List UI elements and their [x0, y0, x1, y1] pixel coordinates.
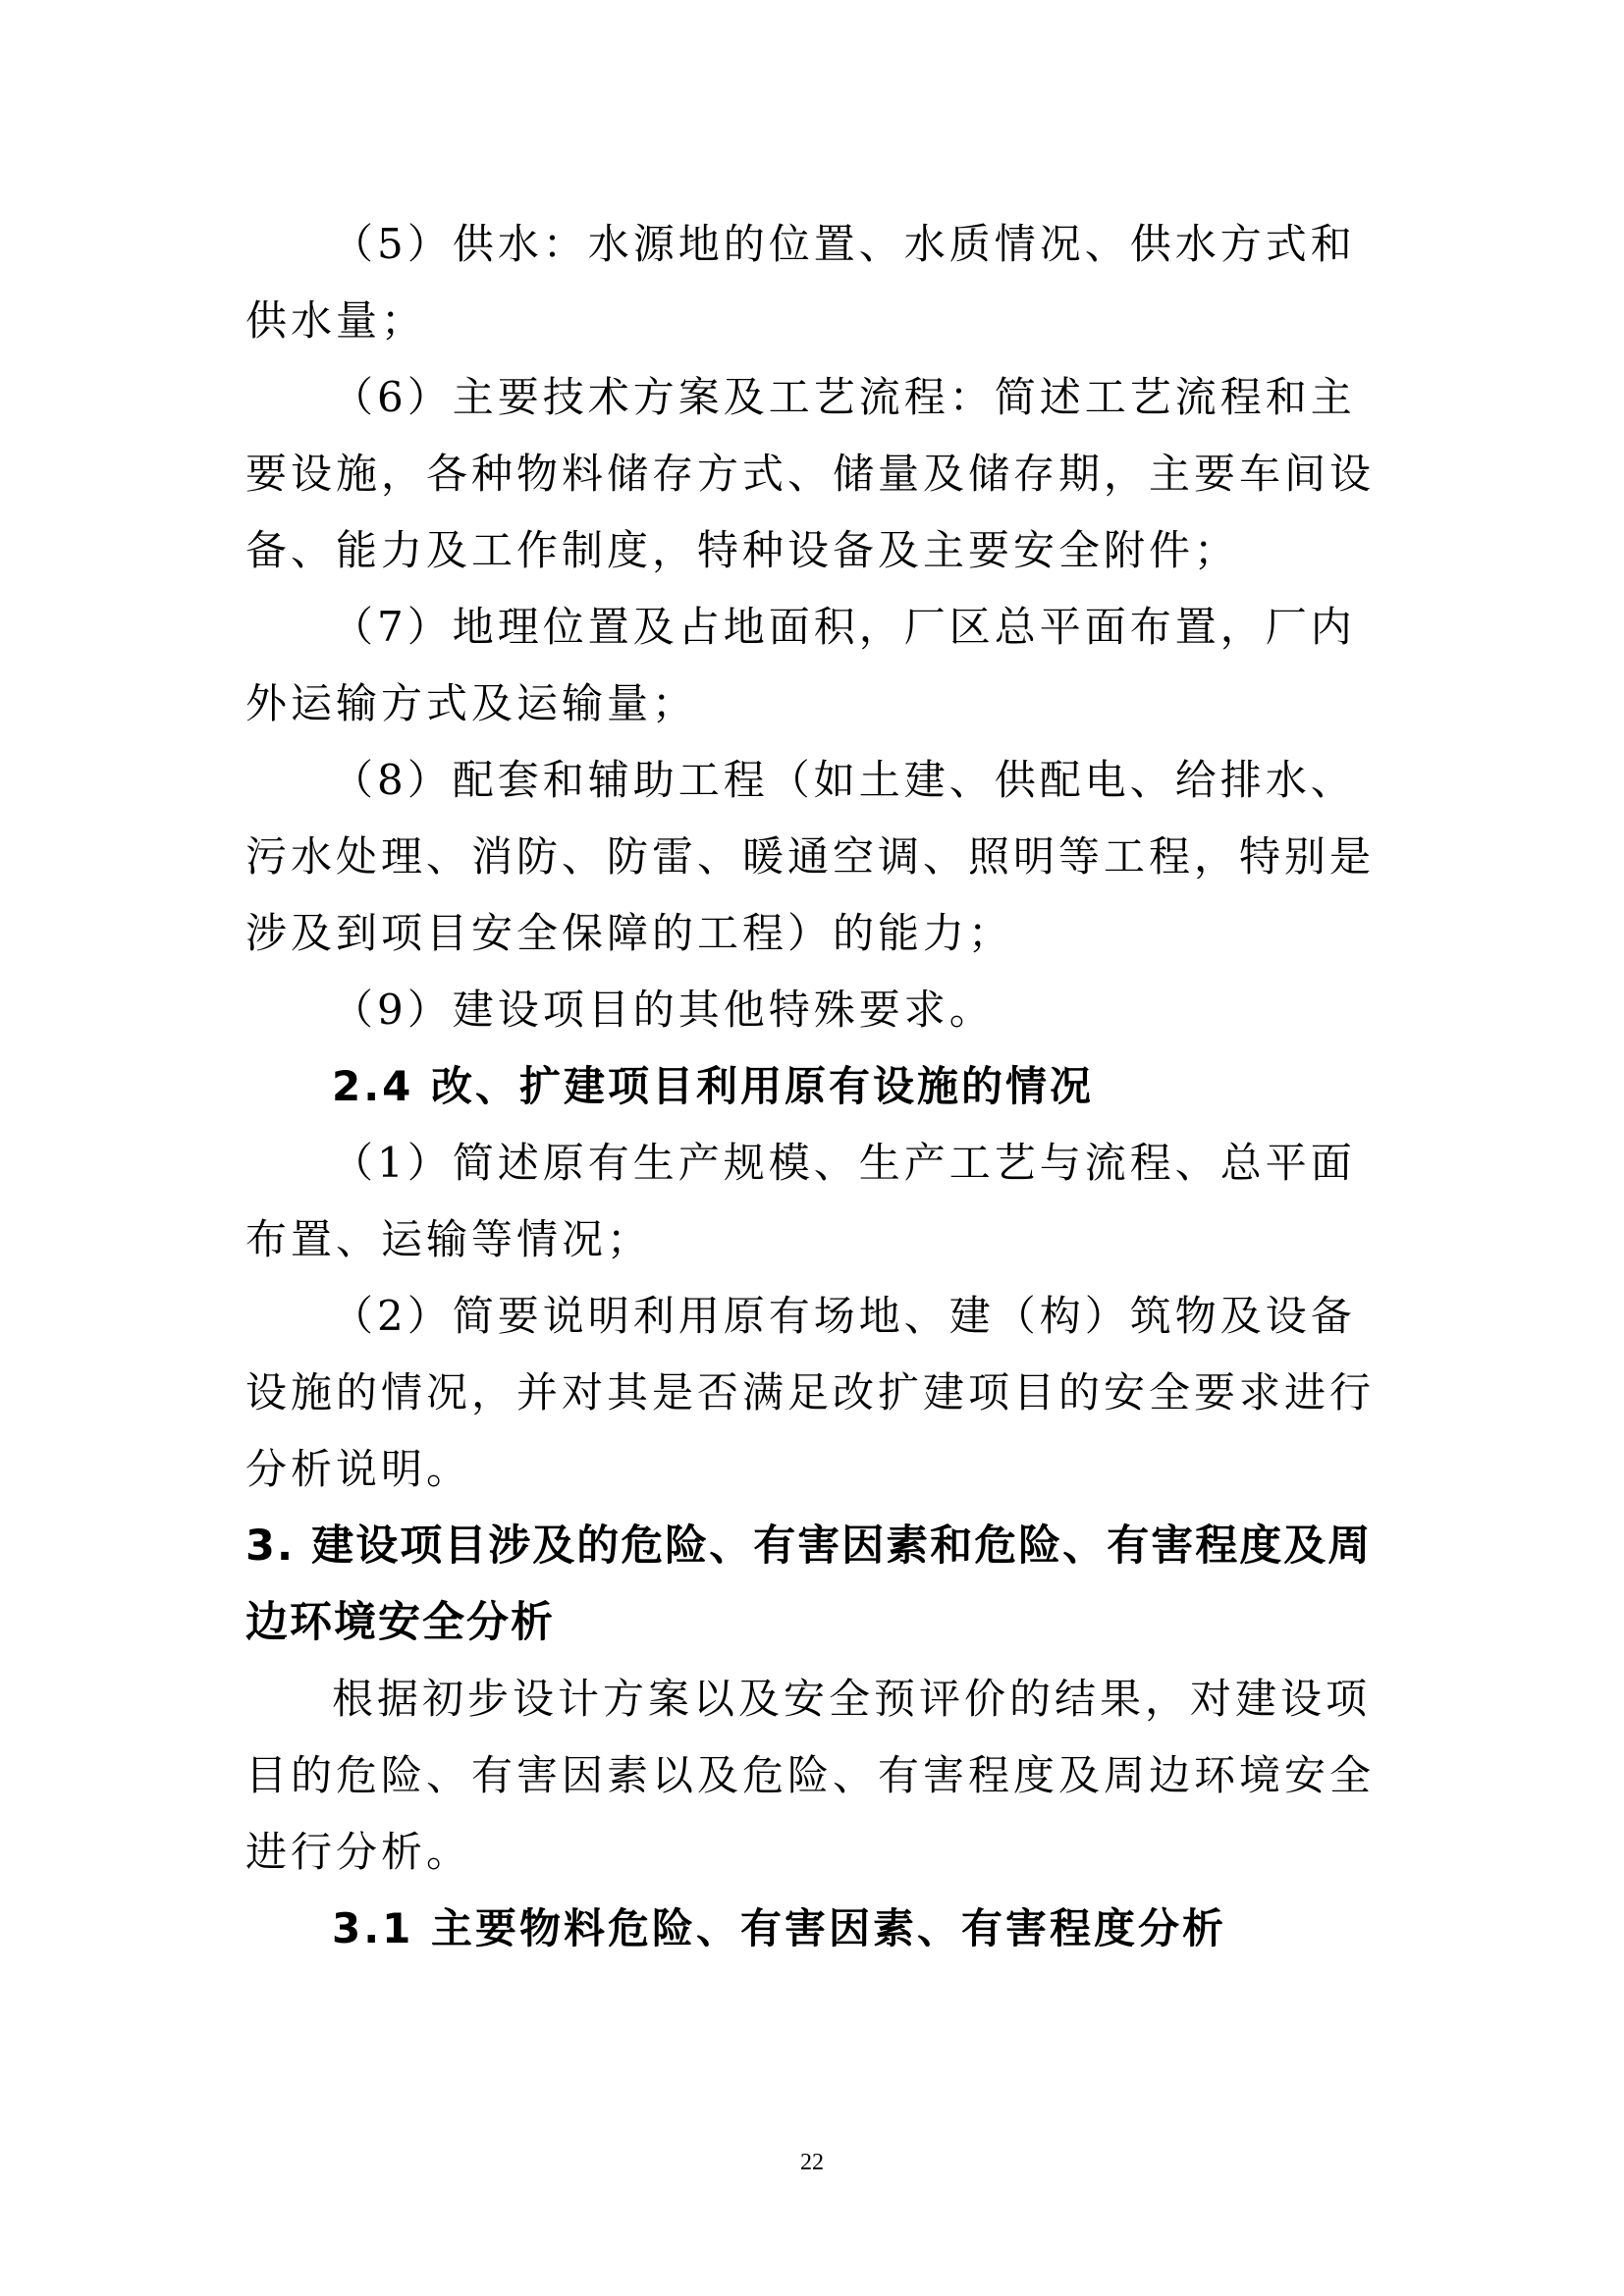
paragraph-section-3-intro: 根据初步设计方案以及安全预评价的结果，对建设项目的危险、有害因素以及危险、有害程度及周边环境安全进行分析。	[245, 1675, 1376, 1876]
paragraph-existing-facilities: （2）简要说明利用原有场地、建（构）筑物及设备设施的情况，并对其是否满足改扩建项目的安全要求进行分析说明。	[245, 1292, 1376, 1493]
paragraph-water-supply: （5）供水：水源地的位置、水质情况、供水方式和供水量；	[245, 220, 1356, 345]
section-heading-3-1: 3.1 主要物料危险、有害因素、有害程度分析	[332, 1904, 1227, 1952]
paragraph-location-layout: （7）地理位置及占地面积，厂区总平面布置，厂内外运输方式及运输量；	[245, 603, 1356, 727]
page-number: 22	[800, 2150, 824, 2175]
paragraph-auxiliary-works: （8）配套和辅助工程（如土建、供配电、给排水、污水处理、消防、防雷、暖通空调、照明等工程，特别是涉及到项目安全保障的工程）的能力；	[245, 756, 1376, 957]
paragraph-original-production: （1）简述原有生产规模、生产工艺与流程、总平面布置、运输等情况；	[245, 1139, 1356, 1263]
section-heading-2-4: 2.4 改、扩建项目利用原有设施的情况	[332, 1062, 1095, 1110]
section-heading-3: 3. 建设项目涉及的危险、有害因素和危险、有害程度及周边环境安全分析	[245, 1522, 1373, 1647]
paragraph-special-requirements: （9）建设项目的其他特殊要求。	[332, 986, 995, 1034]
paragraph-technical-scheme: （6）主要技术方案及工艺流程：简述工艺流程和主要设施，各种物料储存方式、储量及储存期，主要车间设备、能力及工作制度，特种设备及主要安全附件；	[245, 373, 1376, 574]
